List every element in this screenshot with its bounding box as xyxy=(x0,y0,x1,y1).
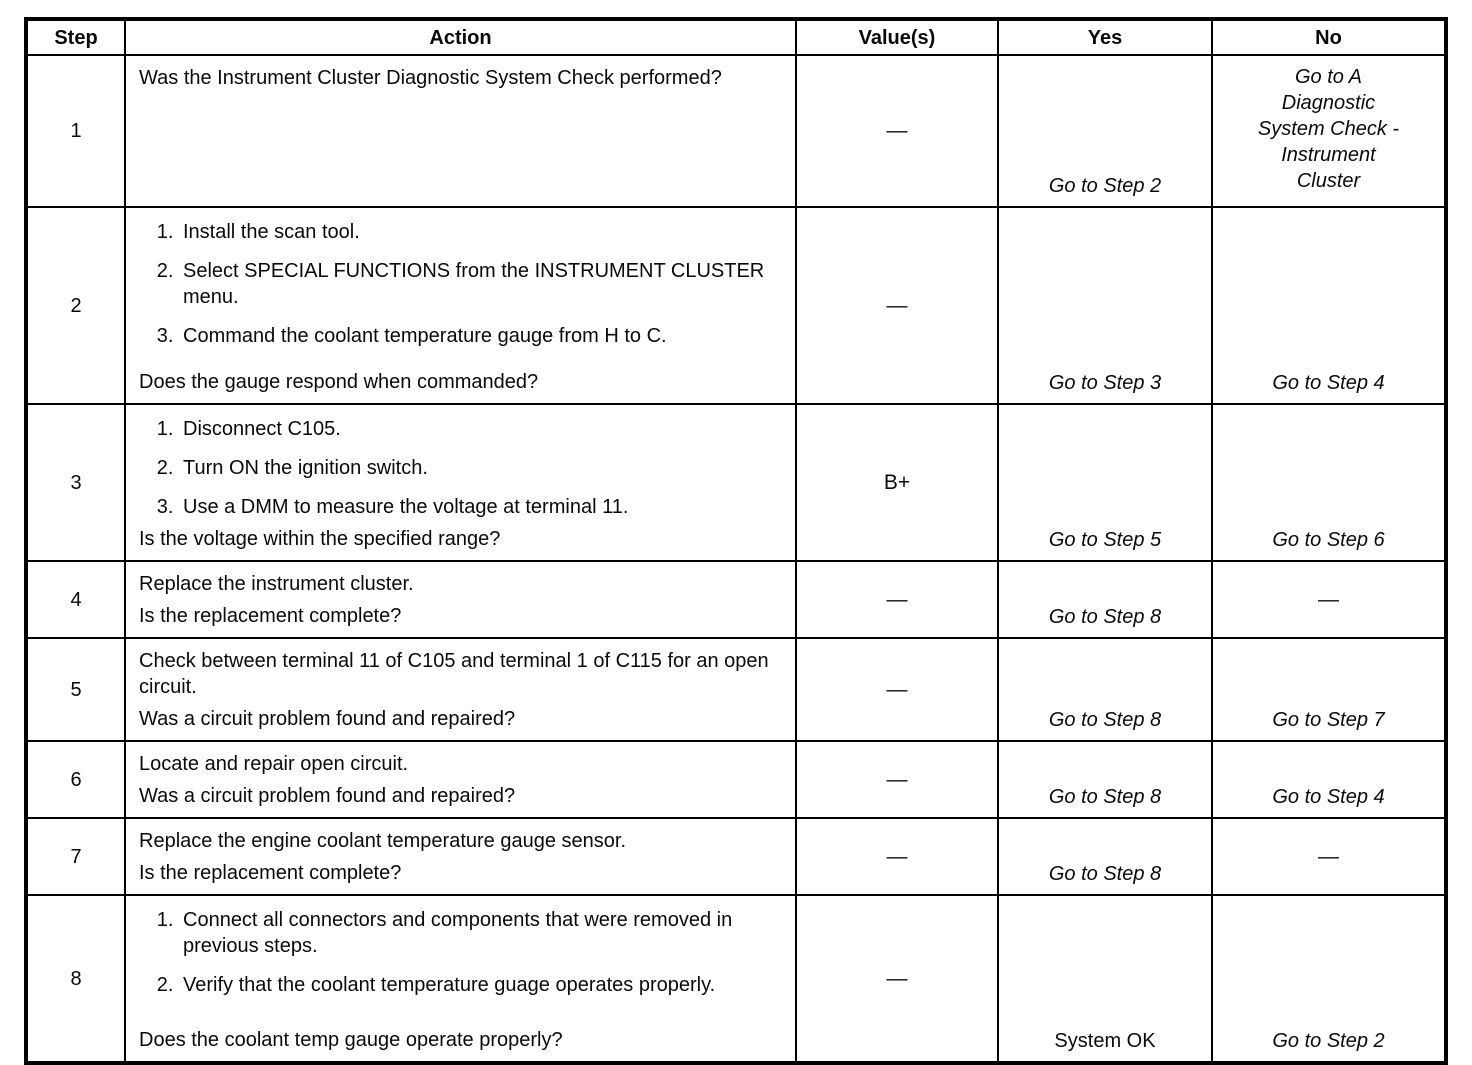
value-cell: — xyxy=(796,55,998,207)
no-cell: — xyxy=(1212,561,1446,638)
yes-text: Go to Step 8 xyxy=(1048,606,1162,628)
action-cell xyxy=(125,741,796,818)
action-question: Is the voltage within the specified range? xyxy=(139,528,501,550)
action-steps xyxy=(139,907,783,998)
value-cell: B+ xyxy=(796,404,998,561)
action-step-item: 3. Use a DMM to measure the voltage at terminal 11. xyxy=(179,494,783,520)
action-intro: Replace the instrument cluster. xyxy=(139,573,414,595)
no-cell xyxy=(1212,638,1446,741)
action-step-item: 1. Install the scan tool. xyxy=(179,219,783,245)
action-cell xyxy=(125,561,796,638)
table-row xyxy=(26,895,1446,1063)
step-cell: 6 xyxy=(26,741,125,818)
action-cell xyxy=(125,207,796,404)
action-intro: Locate and repair open circuit. xyxy=(139,753,409,775)
yes-text: System OK xyxy=(1054,1030,1156,1052)
action-question: Was a circuit problem found and repaired? xyxy=(139,708,516,730)
yes-text: Go to Step 8 xyxy=(1048,863,1162,885)
no-text: Go to A Diagnostic System Check - Instrument Cluster xyxy=(1257,66,1400,192)
no-cell xyxy=(1212,895,1446,1063)
step-cell: 1 xyxy=(26,55,125,207)
yes-text: Go to Step 8 xyxy=(1048,709,1162,731)
yes-cell xyxy=(998,55,1212,207)
no-text: Go to Step 4 xyxy=(1272,786,1385,808)
yes-cell xyxy=(998,561,1212,638)
step-cell: 3 xyxy=(26,404,125,561)
action-cell xyxy=(125,818,796,895)
col-header-values: Value(s) xyxy=(796,19,998,55)
yes-text: Go to Step 2 xyxy=(1048,175,1162,197)
table-row xyxy=(26,561,1446,638)
action-step-item: 3. Command the coolant temperature gauge from H to C. xyxy=(179,323,783,349)
yes-cell xyxy=(998,818,1212,895)
no-cell xyxy=(1212,741,1446,818)
yes-cell xyxy=(998,895,1212,1063)
yes-cell xyxy=(998,638,1212,741)
action-step-item: 2. Select SPECIAL FUNCTIONS from the INSTRUMENT CLUSTER menu. xyxy=(179,258,783,310)
value-cell: — xyxy=(796,561,998,638)
action-intro: Check between terminal 11 of C105 and terminal 1 of C115 for an open circuit. xyxy=(139,650,769,698)
action-cell xyxy=(125,895,796,1063)
value-cell: — xyxy=(796,638,998,741)
table-row xyxy=(26,55,1446,207)
action-step-item: 1. Connect all connectors and components that were removed in previous steps. xyxy=(179,907,783,959)
step-cell: 7 xyxy=(26,818,125,895)
value-cell: — xyxy=(796,895,998,1063)
col-header-step: Step xyxy=(26,19,125,55)
value-cell: — xyxy=(796,207,998,404)
no-cell xyxy=(1212,207,1446,404)
table-row xyxy=(26,741,1446,818)
table-row xyxy=(26,818,1446,895)
action-step-item: 2. Turn ON the ignition switch. xyxy=(179,455,783,481)
yes-cell xyxy=(998,741,1212,818)
no-cell: — xyxy=(1212,818,1446,895)
action-question: Is the replacement complete? xyxy=(139,862,402,884)
no-text: Go to Step 6 xyxy=(1272,529,1385,551)
yes-cell xyxy=(998,207,1212,404)
no-cell xyxy=(1212,55,1446,207)
col-header-no: No xyxy=(1212,19,1446,55)
col-header-yes: Yes xyxy=(998,19,1212,55)
action-intro: Replace the engine coolant temperature gauge sensor. xyxy=(139,830,627,852)
yes-text: Go to Step 8 xyxy=(1048,786,1162,808)
yes-text: Go to Step 3 xyxy=(1048,372,1162,394)
table-row xyxy=(26,207,1446,404)
yes-text: Go to Step 5 xyxy=(1048,529,1162,551)
table-row xyxy=(26,638,1446,741)
action-step-item: 1. Disconnect C105. xyxy=(179,416,783,442)
yes-cell xyxy=(998,404,1212,561)
action-question: Does the gauge respond when commanded? xyxy=(139,371,539,393)
step-cell: 8 xyxy=(26,895,125,1063)
diagnostic-table xyxy=(24,17,1448,1065)
action-cell xyxy=(125,55,796,207)
step-cell: 2 xyxy=(26,207,125,404)
header-row xyxy=(26,19,1446,55)
step-cell: 5 xyxy=(26,638,125,741)
table-row xyxy=(26,404,1446,561)
step-cell: 4 xyxy=(26,561,125,638)
action-cell xyxy=(125,638,796,741)
action-steps xyxy=(139,219,783,349)
action-question: Does the coolant temp gauge operate properly? xyxy=(139,1029,563,1051)
action-step-item: 2. Verify that the coolant temperature guage operates properly. xyxy=(179,972,783,998)
no-text: Go to Step 4 xyxy=(1272,372,1385,394)
no-cell xyxy=(1212,404,1446,561)
no-text: Go to Step 7 xyxy=(1272,709,1385,731)
action-cell xyxy=(125,404,796,561)
action-steps xyxy=(139,416,783,520)
value-cell: — xyxy=(796,741,998,818)
action-intro: Was the Instrument Cluster Diagnostic System Check performed? xyxy=(139,67,722,89)
col-header-action: Action xyxy=(125,19,796,55)
action-question: Is the replacement complete? xyxy=(139,605,402,627)
action-question: Was a circuit problem found and repaired? xyxy=(139,785,516,807)
value-cell: — xyxy=(796,818,998,895)
no-text: Go to Step 2 xyxy=(1272,1030,1385,1052)
